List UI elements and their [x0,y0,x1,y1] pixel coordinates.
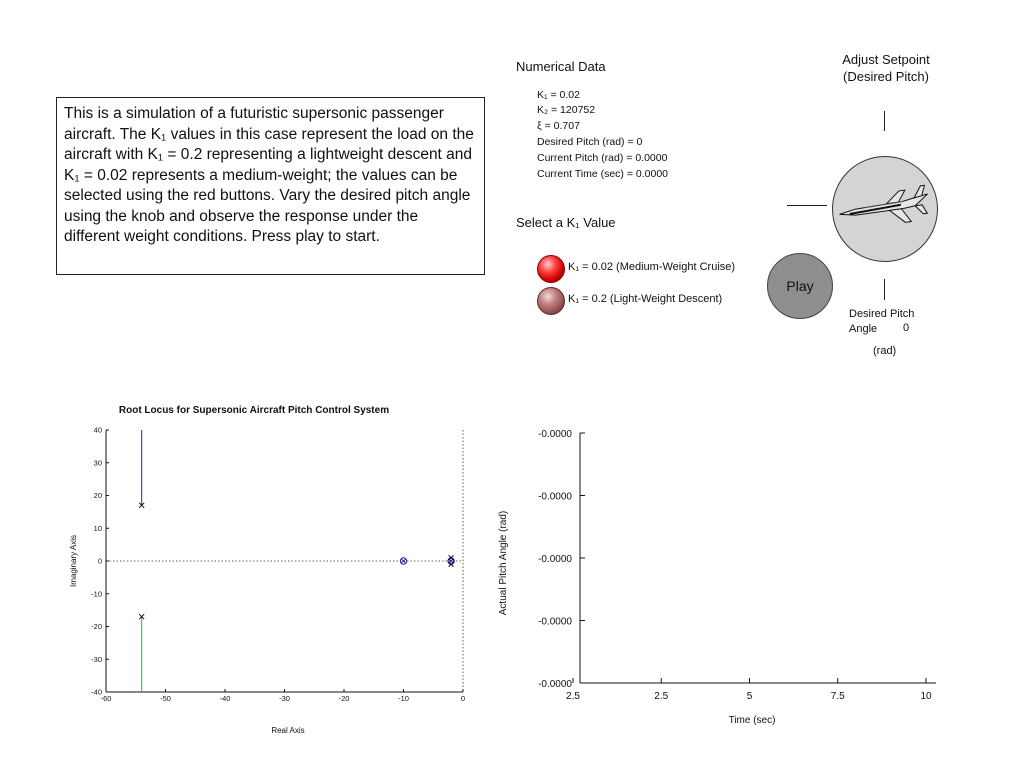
pitch-response-y-tick-label: -0.0000 [538,679,572,690]
root-locus-y-tick-label: 30 [93,458,102,468]
pitch-response-y-tick-label: -0.0000 [538,616,572,628]
pitch-response-ylabel: Actual Pitch Angle (rad) [498,510,509,616]
current-time-readout: Current Time (sec) = 0.0000 [537,168,669,180]
pitch-setpoint-knob[interactable] [832,156,938,262]
pitch-response-x-tick-label: 2.5 [566,691,580,702]
root-locus-pole [449,555,454,560]
pitch-response-y-tick-label: -0.0000 [538,491,572,503]
pitch-response-y-tick-label: -0.0000 [538,429,572,440]
pitch-response-chart [490,415,950,735]
current-pitch-readout: Current Pitch (rad) = 0.0000 [537,152,668,164]
adjust-setpoint-title [822,51,950,85]
knob-tick-top [884,111,885,131]
numerical-data-title: Numerical Data [516,59,606,74]
root-locus-title: Root Locus for Supersonic Aircraft Pitch Control System [118,405,390,416]
aircraft-icon [833,157,937,261]
pitch-response-xlabel: Time (sec) [728,715,776,726]
k2-readout: K₂ = 120752 [537,104,596,116]
play-button-label: Play [786,278,814,294]
knob-tick-bottom [884,279,885,300]
root-locus-chart [60,398,480,738]
k1-readout: K₁ = 0.02 [537,89,580,101]
root-locus-pole [449,562,454,567]
pitch-response-x-tick-label: 7.5 [830,691,845,702]
root-locus-x-tick-label: -50 [160,694,171,703]
root-locus-y-tick-label: -10 [91,589,102,599]
adjust-setpoint-line2: (Desired Pitch) [843,69,929,84]
zeta-readout: ξ = 0.707 [537,120,580,132]
k1-medium-weight-label: K₁ = 0.02 (Medium-Weight Cruise) [568,261,736,273]
root-locus-x-tick-label: -40 [219,694,231,703]
root-locus-x-tick-label: 0 [460,694,466,703]
root-locus-y-tick-label: 10 [93,523,102,533]
root-locus-x-tick-label: -10 [398,694,409,703]
select-k1-title: Select a K₁ Value [516,215,616,230]
root-locus-x-tick-label: -30 [279,694,290,703]
adjust-setpoint-line1: Adjust Setpoint [842,52,930,67]
root-locus-y-tick-label: 40 [93,425,102,435]
root-locus-xlabel: Real Axis [271,726,305,735]
pitch-response-plot-area [538,429,936,702]
intro-text-box [56,97,485,275]
pitch-response-y-tick-label: -0.0000 [538,554,572,565]
root-locus-y-tick-label: 0 [97,556,102,566]
pitch-response-x-tick-label: 5 [746,691,753,702]
pitch-response-x-tick-label: 2.5 [654,691,669,702]
k1-medium-weight-radio[interactable] [537,255,565,283]
desired-pitch-readout: Desired Pitch (rad) = 0 [537,136,643,148]
desired-pitch-unit: (rad) [873,345,897,357]
desired-pitch-label-line2: Angle [849,323,878,335]
pitch-response-x-tick-label: 10 [920,691,932,702]
desired-pitch-label-line1: Desired Pitch [849,308,915,320]
root-locus-x-tick-label: -20 [338,694,350,703]
desired-pitch-value: 0 [903,322,910,334]
play-button[interactable] [767,253,833,319]
k1-light-weight-label: K₁ = 0.2 (Light-Weight Descent) [568,293,723,305]
root-locus-y-tick-label: 20 [93,491,102,500]
intro-text: This is a simulation of a futuristic supersonic passenger aircraft. The K₁ values in this case represent the load on the aircraft with K₁ = 0.2 representing a lightweight descent and K₁ = 0.02 represents a medium-weight; the values can be selected using the red buttons. Vary the desired pitch angle using the knob and observe the response under the different weight conditions. Press play to start. [64,105,474,245]
root-locus-y-tick-label: -20 [91,622,102,631]
root-locus-plot-area [91,426,465,704]
knob-tick-left [787,205,827,206]
root-locus-x-tick-label: -60 [100,694,112,703]
root-locus-ylabel: Imaginary Axis [69,534,78,588]
root-locus-y-tick-label: -40 [91,687,102,697]
root-locus-y-tick-label: -30 [91,654,102,664]
k1-light-weight-radio[interactable] [537,287,565,315]
